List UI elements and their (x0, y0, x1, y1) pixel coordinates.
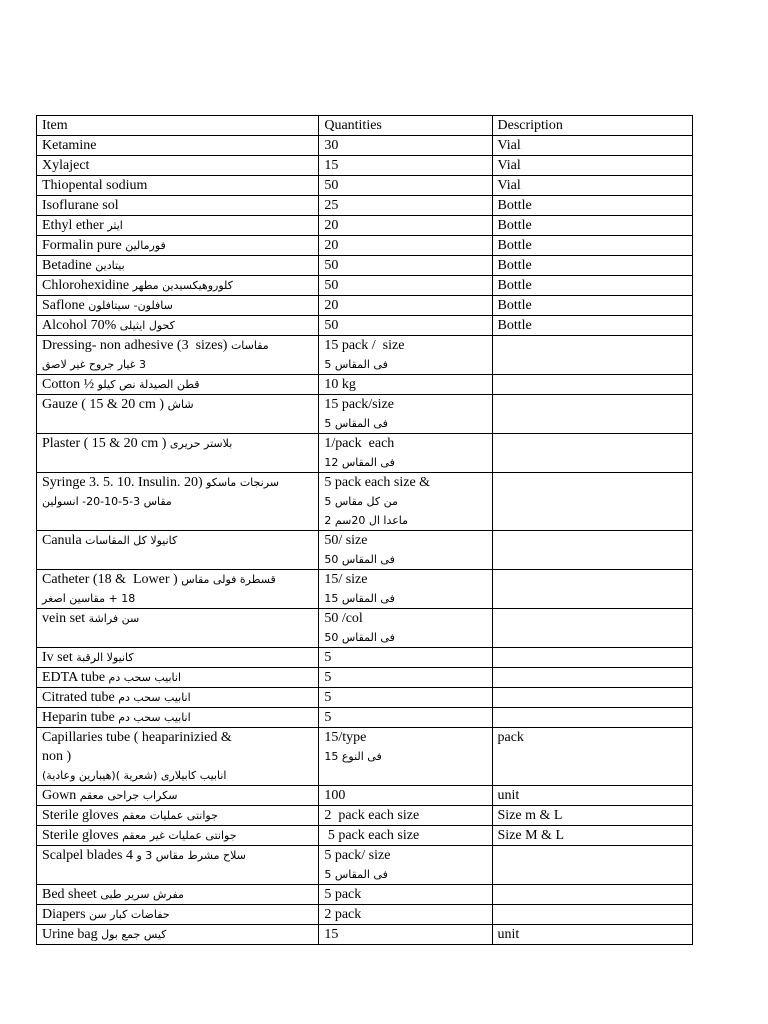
table-row (37, 473, 693, 531)
item-cell (37, 216, 319, 236)
item-name: Alcohol 70% (42, 318, 117, 333)
item-line (42, 668, 313, 687)
quantity-cell (319, 336, 492, 375)
quantity-cell (319, 176, 492, 196)
item-line (42, 276, 313, 295)
item-name-arabic-line: مقاس 3-5-10-20- انسولين (42, 495, 172, 508)
quantity-cell (319, 786, 492, 806)
item-name-arabic-line: انابيب كابيلارى (شعرية )(هيبارين وعادية) (42, 769, 227, 782)
quantity-cell (319, 570, 492, 609)
item-line (42, 196, 313, 215)
supplies-table (36, 115, 693, 945)
quantity-value: 50/ size (324, 533, 368, 548)
item-cell (37, 256, 319, 276)
item-cell (37, 236, 319, 256)
quantity-arabic: فى المقاس 50 (324, 553, 395, 566)
description-cell: Size m & L (492, 806, 693, 826)
item-cell (37, 316, 319, 336)
item-cell (37, 648, 319, 668)
item-cell (37, 728, 319, 786)
description-cell (492, 375, 693, 395)
description-cell: Bottle (492, 196, 693, 216)
quantity-cell (319, 728, 492, 786)
item-line (42, 806, 313, 825)
quantity-value: 1/pack each (324, 436, 395, 451)
table-row (37, 156, 693, 176)
item-name-arabic-line: 18 + مقاسين اصغر (42, 592, 136, 605)
item-name: Catheter (18 & Lower ) (42, 572, 178, 587)
item-name-arabic: قسطرة فولى مقاس (181, 573, 276, 586)
quantity-cell (319, 609, 492, 648)
item-line (42, 531, 313, 550)
quantity-cell (319, 688, 492, 708)
description-cell: Bottle (492, 316, 693, 336)
item-cell (37, 196, 319, 216)
item-cell (37, 336, 319, 375)
item-name-arabic: كانيولا الرقبة (76, 651, 134, 664)
table-row (37, 609, 693, 648)
item-cell (37, 806, 319, 826)
item-name-arabic: شاش (167, 398, 194, 411)
item-name-arabic: مفرش سرير طبى (100, 888, 184, 901)
item-name: Betadine (42, 258, 92, 273)
item-name: Formalin pure (42, 238, 122, 253)
table-row (37, 256, 693, 276)
item-name-arabic: كلوروهيكسيدين مطهر (132, 279, 233, 292)
quantity-cell (319, 668, 492, 688)
item-name-arabic-line: 3 غيار جروح غير لاصق (42, 358, 146, 371)
item-line (42, 846, 313, 865)
item-name: Citrated tube (42, 690, 115, 705)
item-name: Xylaject (42, 158, 90, 173)
quantity-value: 15 (324, 158, 339, 173)
description-cell: Bottle (492, 236, 693, 256)
quantity-value: 50 (324, 258, 339, 273)
item-name: Ketamine (42, 138, 97, 153)
quantity-value: 15/type (324, 730, 367, 745)
quantity-arabic: فى المقاس 15 (324, 592, 395, 605)
quantity-cell (319, 846, 492, 885)
table-row (37, 786, 693, 806)
header-description: Description (492, 116, 693, 136)
item-cell (37, 531, 319, 570)
item-name-arabic: ايثر (107, 219, 123, 232)
quantity-value: 5 (324, 690, 332, 705)
item-name: Syringe 3. 5. 10. Insulin. 20) (42, 475, 203, 490)
item-name: vein set (42, 611, 86, 626)
table-row (37, 846, 693, 885)
item-cell (37, 176, 319, 196)
quantity-cell (319, 806, 492, 826)
item-line (42, 296, 313, 315)
description-cell (492, 570, 693, 609)
description-cell (492, 531, 693, 570)
item-line (42, 688, 313, 707)
quantity-cell (319, 434, 492, 473)
quantity-value: 15 pack / size (324, 338, 405, 353)
item-name-arabic: سن فراشة (88, 612, 140, 625)
item-name-arabic: انابيب سحب دم (118, 691, 191, 704)
item-cell (37, 296, 319, 316)
item-line (42, 236, 313, 255)
table-row (37, 236, 693, 256)
table-row (37, 531, 693, 570)
item-name: Isoflurane sol (42, 198, 119, 213)
quantity-cell (319, 316, 492, 336)
item-cell (37, 905, 319, 925)
quantity-cell (319, 531, 492, 570)
header-quantities: Quantities (319, 116, 492, 136)
quantity-cell (319, 708, 492, 728)
quantity-value: 5 (324, 670, 332, 685)
quantity-cell (319, 156, 492, 176)
quantity-arabic: فى المقاس 50 (324, 631, 395, 644)
table-row (37, 316, 693, 336)
item-name-arabic: انابيب سحب دم (118, 711, 191, 724)
table-row (37, 708, 693, 728)
quantity-value: 25 (324, 198, 339, 213)
item-name-arabic: كحول ايثيلى (119, 319, 175, 332)
item-line (42, 826, 313, 845)
description-cell: unit (492, 925, 693, 945)
item-name: Cotton ½ (42, 377, 95, 392)
item-line (42, 336, 313, 355)
item-line (42, 925, 313, 944)
description-cell: Vial (492, 176, 693, 196)
item-name: Gown (42, 788, 77, 803)
item-name-continued: non ) (42, 749, 72, 764)
quantity-cell (319, 196, 492, 216)
quantity-value: 20 (324, 218, 339, 233)
quantity-value: 15 pack/size (324, 397, 394, 412)
item-name: Saflone (42, 298, 85, 313)
item-line (42, 648, 313, 667)
item-name-arabic: جوانتى عمليات معقم (122, 809, 218, 822)
quantity-arabic: ماعدا ال 20سم 2 (324, 514, 409, 527)
item-line (42, 786, 313, 805)
item-line (42, 256, 313, 275)
item-name-arabic: قطن الصيدلة نص كيلو (97, 378, 200, 391)
table-row (37, 826, 693, 846)
item-name: Canula (42, 533, 82, 548)
quantity-value: 20 (324, 298, 339, 313)
item-line (42, 885, 313, 904)
item-cell (37, 136, 319, 156)
item-line (42, 176, 313, 195)
item-cell (37, 473, 319, 531)
item-name-arabic: كانيولا كل المقاسات (85, 534, 178, 547)
description-cell (492, 336, 693, 375)
table-row (37, 176, 693, 196)
description-cell: Bottle (492, 256, 693, 276)
item-name-arabic: سكراب جراحى معقم (79, 789, 178, 802)
quantity-value: 15/ size (324, 572, 368, 587)
item-line (42, 316, 313, 335)
quantity-cell (319, 296, 492, 316)
table-row (37, 648, 693, 668)
item-name: Capillaries tube ( heaparinizied & (42, 730, 232, 745)
quantity-cell (319, 905, 492, 925)
item-line (42, 136, 313, 155)
item-line (42, 434, 313, 453)
table-row (37, 925, 693, 945)
table-row (37, 905, 693, 925)
header-item: Item (37, 116, 319, 136)
quantity-value: 50 (324, 278, 339, 293)
quantity-cell (319, 136, 492, 156)
description-cell (492, 688, 693, 708)
description-cell (492, 905, 693, 925)
item-name-arabic: سافلون- سيتافلون (88, 299, 173, 312)
table-row (37, 276, 693, 296)
table-row (37, 688, 693, 708)
item-name: Ethyl ether (42, 218, 104, 233)
quantity-value: 2 pack (324, 907, 362, 922)
item-cell (37, 276, 319, 296)
table-row (37, 216, 693, 236)
item-name: Iv set (42, 650, 73, 665)
description-cell (492, 395, 693, 434)
item-name: Scalpel blades 4 (42, 848, 133, 863)
quantity-cell (319, 276, 492, 296)
item-line (42, 156, 313, 175)
table-row (37, 375, 693, 395)
item-name: Plaster ( 15 & 20 cm ) (42, 436, 167, 451)
item-name-arabic: سرنجات ماسكو (206, 476, 279, 489)
table-row (37, 806, 693, 826)
item-name: Dressing- non adhesive (3 sizes) (42, 338, 228, 353)
table-row (37, 668, 693, 688)
quantity-cell (319, 236, 492, 256)
quantity-cell (319, 925, 492, 945)
quantity-cell (319, 375, 492, 395)
quantity-arabic: من كل مقاس 5 (324, 495, 398, 508)
item-cell (37, 885, 319, 905)
item-cell (37, 156, 319, 176)
item-cell (37, 826, 319, 846)
item-line (42, 395, 313, 414)
table-row (37, 570, 693, 609)
description-cell: Bottle (492, 216, 693, 236)
item-name: Sterile gloves (42, 828, 119, 843)
item-line (42, 473, 313, 492)
table-row (37, 196, 693, 216)
item-cell (37, 846, 319, 885)
item-line (42, 570, 313, 589)
item-cell (37, 375, 319, 395)
table-row (37, 296, 693, 316)
quantity-arabic: فى المقاس 5 (324, 358, 388, 371)
description-cell (492, 473, 693, 531)
item-name: Thiopental sodium (42, 178, 148, 193)
item-name-arabic: حفاضات كبار سن (89, 908, 170, 921)
quantity-cell (319, 473, 492, 531)
description-cell: Bottle (492, 276, 693, 296)
quantity-cell (319, 395, 492, 434)
quantity-arabic: فى النوع 15 (324, 750, 382, 763)
item-name: Sterile gloves (42, 808, 119, 823)
description-cell: unit (492, 786, 693, 806)
quantity-cell (319, 216, 492, 236)
quantity-cell (319, 826, 492, 846)
item-name: Gauze ( 15 & 20 cm ) (42, 397, 165, 412)
quantity-arabic: فى المقاس 12 (324, 456, 395, 469)
quantity-value: 5 pack/ size (324, 848, 391, 863)
item-cell (37, 395, 319, 434)
quantity-arabic: فى المقاس 5 (324, 868, 388, 881)
table-row (37, 728, 693, 786)
quantity-arabic: فى المقاس 5 (324, 417, 388, 430)
description-cell (492, 668, 693, 688)
table-row (37, 395, 693, 434)
item-cell (37, 434, 319, 473)
description-cell: pack (492, 728, 693, 786)
description-cell (492, 708, 693, 728)
item-cell (37, 570, 319, 609)
description-cell (492, 885, 693, 905)
item-cell (37, 786, 319, 806)
quantity-value: 5 pack each size & (324, 475, 431, 490)
quantity-cell (319, 648, 492, 668)
quantity-cell (319, 885, 492, 905)
item-name: Diapers (42, 907, 86, 922)
quantity-value: 100 (324, 788, 346, 803)
quantity-value: 50 /col (324, 611, 363, 626)
item-cell (37, 668, 319, 688)
item-name: Chlorohexidine (42, 278, 130, 293)
table-row (37, 136, 693, 156)
item-line (42, 708, 313, 727)
quantity-value: 50 (324, 318, 339, 333)
item-line (42, 216, 313, 235)
item-name-arabic: كيس جمع بول (101, 928, 167, 941)
quantity-value: 5 pack each size (324, 828, 420, 843)
item-name: Urine bag (42, 927, 98, 942)
item-name-arabic: انابيب سحب دم (108, 671, 182, 684)
quantity-value: 10 kg (324, 377, 356, 392)
description-cell: Size M & L (492, 826, 693, 846)
description-cell (492, 648, 693, 668)
item-name-arabic: سلاح مشرط مقاس 3 و (136, 849, 246, 862)
quantity-value: 5 (324, 650, 332, 665)
quantity-value: 5 (324, 710, 332, 725)
description-cell: Vial (492, 156, 693, 176)
item-name-arabic: بيتادين (95, 259, 125, 272)
item-name: Heparin tube (42, 710, 115, 725)
description-cell: Vial (492, 136, 693, 156)
description-cell (492, 846, 693, 885)
item-line (42, 728, 313, 747)
table-row (37, 434, 693, 473)
item-cell (37, 925, 319, 945)
item-name: Bed sheet (42, 887, 97, 902)
item-line (42, 905, 313, 924)
item-name-arabic: جوانتى عمليات غير معقم (122, 829, 237, 842)
item-line (42, 375, 313, 394)
item-line (42, 609, 313, 628)
description-cell: Bottle (492, 296, 693, 316)
item-name: EDTA tube (42, 670, 106, 685)
table-header-row (37, 116, 693, 136)
item-cell (37, 609, 319, 648)
description-cell (492, 434, 693, 473)
table-row (37, 885, 693, 905)
item-name-arabic: بلاستر حريرى (169, 437, 233, 450)
table-body (37, 136, 693, 945)
quantity-value: 5 pack (324, 887, 362, 902)
item-name-arabic: مقاسات (230, 339, 269, 352)
description-cell (492, 609, 693, 648)
quantity-value: 15 (324, 927, 339, 942)
quantity-value: 50 (324, 178, 339, 193)
quantity-value: 30 (324, 138, 339, 153)
quantity-cell (319, 256, 492, 276)
item-cell (37, 708, 319, 728)
item-name-arabic: فورمالين (125, 239, 166, 252)
table-row (37, 336, 693, 375)
item-cell (37, 688, 319, 708)
quantity-value: 2 pack each size (324, 808, 420, 823)
quantity-value: 20 (324, 238, 339, 253)
